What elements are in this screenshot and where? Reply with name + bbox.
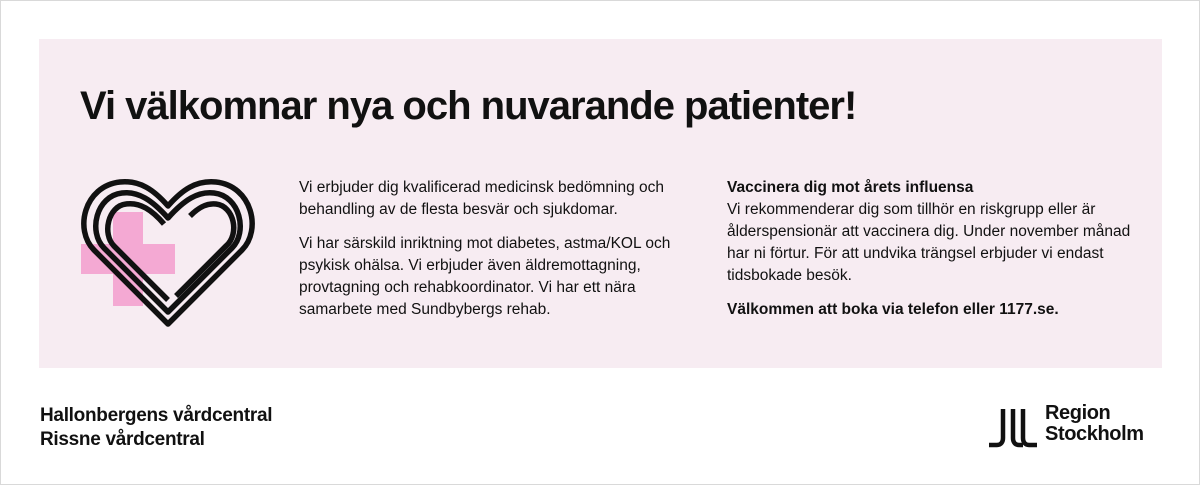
brand-wordmark-line-1: Region xyxy=(1045,402,1111,424)
heart-with-medical-cross-icon xyxy=(80,176,258,328)
logo-stroke-right xyxy=(1023,409,1037,445)
brand-wordmark xyxy=(1045,403,1144,445)
vaccination-paragraph: Vi rekommenderar dig som tillhör en riskgrupp eller är ålderspensionär att vaccinera dig. Under november månad har ni förtur. För att undvika trängsel erbjuder vi endast tidsbokade besök. xyxy=(727,201,1131,284)
specialization-paragraph: Vi har särskild inriktning mot diabetes, astma/KOL och psykisk ohälsa. Vi erbjuder även äldremottagning, provtagning och rehabkoordinator. Vi har ett nära samarbete med Sundbybergs rehab. xyxy=(299,235,671,318)
region-stockholm-brand xyxy=(989,402,1164,449)
booking-call-to-action: Välkommen att boka via telefon eller 1177.se. xyxy=(727,301,1059,318)
clinic-name-rissne: Rissne vårdcentral xyxy=(40,429,205,450)
vaccination-heading: Vaccinera dig mot årets influensa xyxy=(727,179,974,196)
heart-innermost-stroke-right xyxy=(176,204,234,296)
brand-wordmark-line-2: Stockholm xyxy=(1045,423,1144,445)
services-column xyxy=(299,177,699,333)
clinic-names xyxy=(40,404,272,452)
vaccination-column xyxy=(727,177,1132,333)
clinic-name-hallonbergen: Hallonbergens vårdcentral xyxy=(40,405,273,426)
headline: Vi välkomnar nya och nuvarande patienter! xyxy=(80,84,857,128)
logo-stroke-left xyxy=(989,409,1003,445)
vaccination-block xyxy=(727,177,1132,287)
region-stockholm-logo-icon xyxy=(989,407,1037,449)
services-paragraph: Vi erbjuder dig kvalificerad medicinsk bedömning och behandling av de flesta besvär och sjukdomar. xyxy=(299,179,665,218)
